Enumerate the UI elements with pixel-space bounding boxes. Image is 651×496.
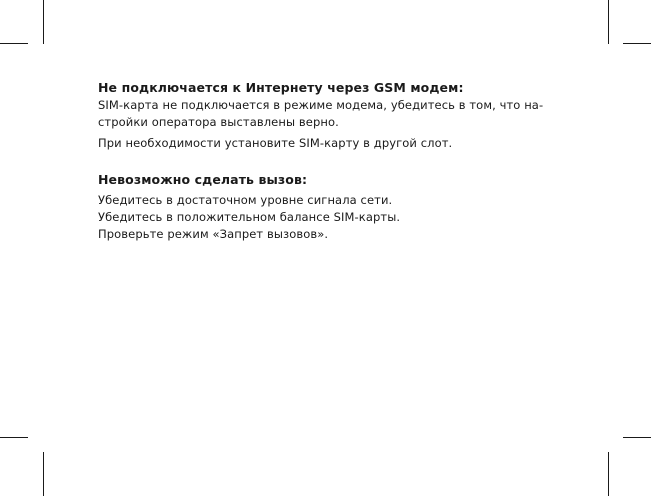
manual-content (98, 79, 598, 243)
crop-mark-top-left-horizontal (0, 43, 28, 44)
paragraph-line: Убедитесь в достаточном уровне сигнала сети. (98, 193, 393, 207)
crop-mark-top-left-vertical (43, 0, 44, 44)
paragraph-line: При необходимости установите SIM-карту в другой слот. (98, 136, 453, 150)
crop-mark-bottom-right-horizontal (623, 437, 651, 438)
crop-mark-top-right-horizontal (623, 43, 651, 44)
crop-mark-top-right-vertical (608, 0, 609, 44)
crop-mark-bottom-left-vertical (43, 452, 44, 496)
paragraph-line: SIM-карта не подключается в режиме модема, убедитесь в том, что на- (98, 98, 544, 112)
crop-mark-bottom-right-vertical (608, 452, 609, 496)
paragraph-line: стройки оператора выставлены верно. (98, 115, 339, 129)
paragraph-line: Убедитесь в положительном балансе SIM-карты. (98, 210, 401, 224)
crop-mark-bottom-left-horizontal (0, 437, 28, 438)
section-title-cannot-call: Невозможно сделать вызов: (98, 172, 308, 187)
section-title-gsm-modem: Не подключается к Интернету через GSM модем: (98, 80, 464, 95)
paragraph-line: Проверьте режим «Запрет вызовов». (98, 227, 329, 241)
